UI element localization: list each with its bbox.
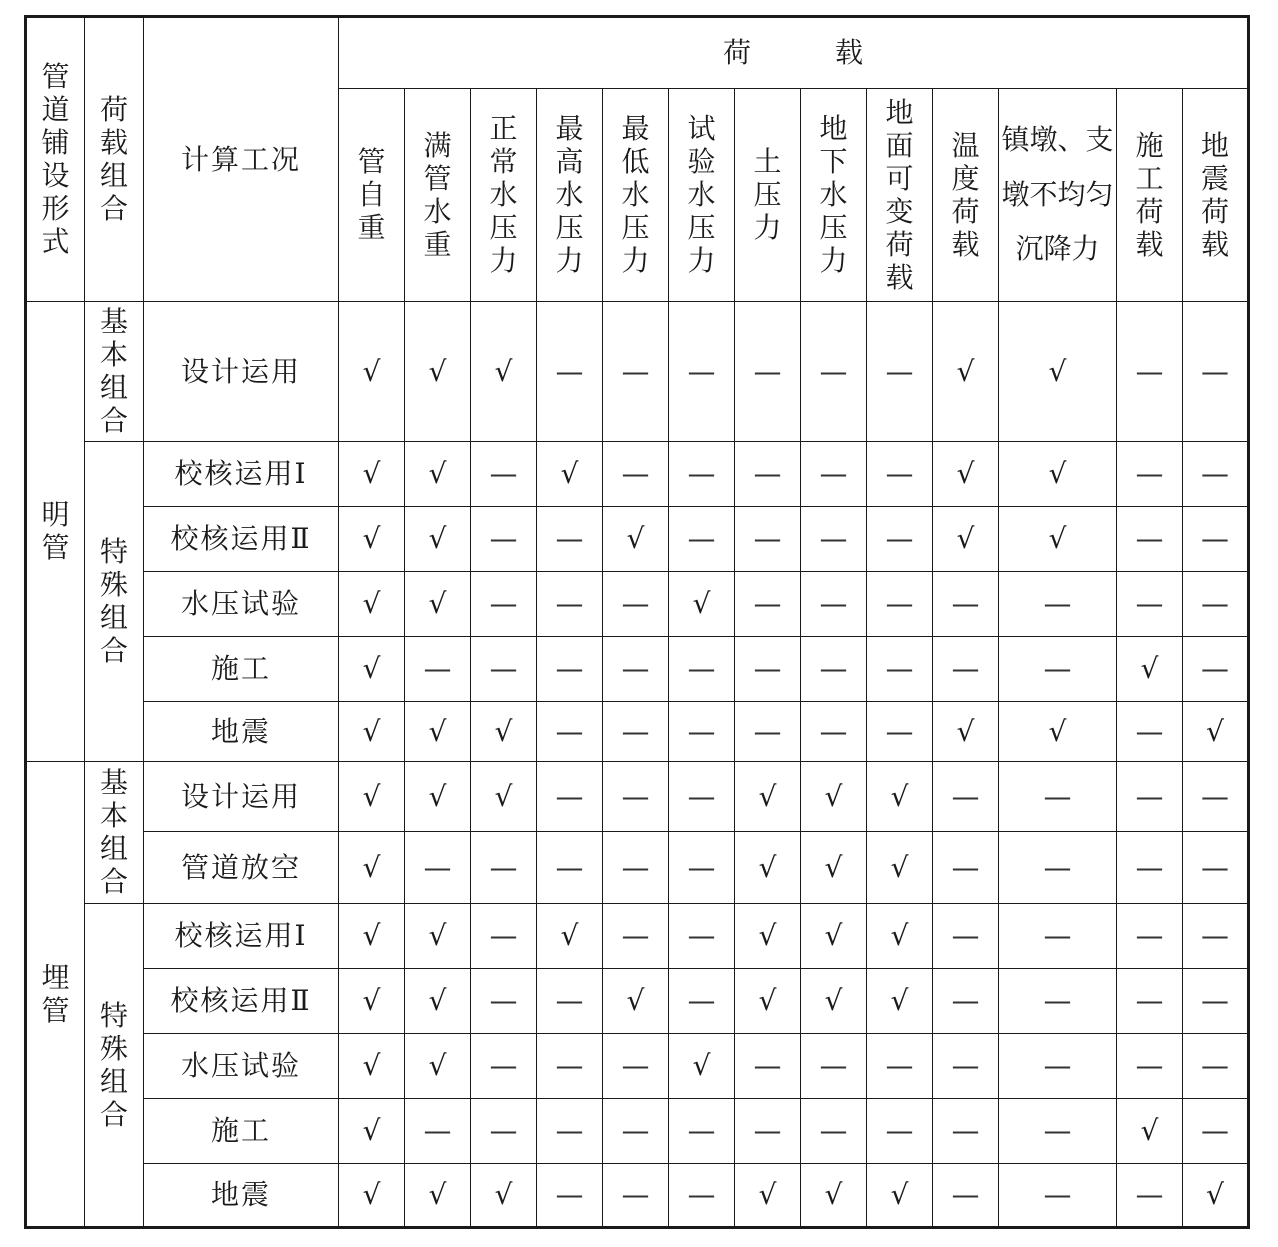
dash-mark: — xyxy=(669,832,735,904)
dash-mark: — xyxy=(471,507,537,572)
check-mark: √ xyxy=(801,832,867,904)
check-mark: √ xyxy=(867,969,933,1034)
header-load-7: 地下水压力 xyxy=(801,89,867,302)
condition-cell: 地震 xyxy=(144,1164,339,1228)
dash-mark: — xyxy=(537,969,603,1034)
check-mark: √ xyxy=(933,702,999,762)
dash-mark: — xyxy=(999,762,1117,832)
dash-mark: — xyxy=(735,442,801,507)
dash-mark: — xyxy=(735,637,801,702)
dash-mark: — xyxy=(603,637,669,702)
dash-mark: — xyxy=(471,969,537,1034)
check-mark: √ xyxy=(1183,1164,1249,1228)
dash-mark: — xyxy=(801,507,867,572)
dash-mark: — xyxy=(735,572,801,637)
dash-mark: — xyxy=(1183,442,1249,507)
dash-mark: — xyxy=(1117,702,1183,762)
table-row xyxy=(26,302,1249,442)
header-condition: 计算工况 xyxy=(144,17,339,302)
dash-mark: — xyxy=(471,1034,537,1099)
dash-mark: — xyxy=(933,969,999,1034)
combo-cell: 特殊组合 xyxy=(85,442,144,762)
dash-mark: — xyxy=(537,1099,603,1164)
combo-cell: 基本组合 xyxy=(85,302,144,442)
dash-mark: — xyxy=(999,637,1117,702)
dash-mark: — xyxy=(1117,1034,1183,1099)
dash-mark: — xyxy=(867,1034,933,1099)
dash-mark: — xyxy=(603,1034,669,1099)
dash-mark: — xyxy=(1183,572,1249,637)
check-mark: √ xyxy=(735,904,801,969)
dash-mark: — xyxy=(867,507,933,572)
dash-mark: — xyxy=(405,832,471,904)
header-load-3: 最高水压力 xyxy=(537,89,603,302)
dash-mark: — xyxy=(471,637,537,702)
header-load-12: 地震荷载 xyxy=(1183,89,1249,302)
dash-mark: — xyxy=(735,1099,801,1164)
dash-mark: — xyxy=(735,702,801,762)
dash-mark: — xyxy=(669,637,735,702)
dash-mark: — xyxy=(471,1099,537,1164)
check-mark: √ xyxy=(867,1164,933,1228)
dash-mark: — xyxy=(1183,904,1249,969)
dash-mark: — xyxy=(603,832,669,904)
check-mark: √ xyxy=(339,702,405,762)
check-mark: √ xyxy=(405,572,471,637)
header-load-4: 最低水压力 xyxy=(603,89,669,302)
check-mark: √ xyxy=(405,1164,471,1228)
dash-mark: — xyxy=(603,762,669,832)
header-combo: 荷载组合 xyxy=(85,17,144,302)
dash-mark: — xyxy=(735,507,801,572)
check-mark: √ xyxy=(339,832,405,904)
dash-mark: — xyxy=(1183,762,1249,832)
check-mark: √ xyxy=(933,442,999,507)
table-row xyxy=(26,572,1249,637)
dash-mark: — xyxy=(1117,302,1183,442)
layout-cell: 明管 xyxy=(26,302,85,762)
check-mark: √ xyxy=(801,969,867,1034)
check-mark: √ xyxy=(669,1034,735,1099)
check-mark: √ xyxy=(339,507,405,572)
condition-cell: 水压试验 xyxy=(144,1034,339,1099)
dash-mark: — xyxy=(801,637,867,702)
table-row xyxy=(26,1034,1249,1099)
table-row xyxy=(26,904,1249,969)
dash-mark: — xyxy=(669,507,735,572)
check-mark: √ xyxy=(339,302,405,442)
condition-cell: 校核运用Ⅱ xyxy=(144,969,339,1034)
dash-mark: — xyxy=(603,302,669,442)
check-mark: √ xyxy=(405,442,471,507)
dash-mark: — xyxy=(867,702,933,762)
check-mark: √ xyxy=(405,702,471,762)
dash-mark: — xyxy=(1117,1164,1183,1228)
dash-mark: — xyxy=(867,572,933,637)
condition-cell: 管道放空 xyxy=(144,832,339,904)
dash-mark: — xyxy=(669,969,735,1034)
check-mark: √ xyxy=(1183,702,1249,762)
dash-mark: — xyxy=(537,832,603,904)
header-load-5: 试验水压力 xyxy=(669,89,735,302)
check-mark: √ xyxy=(801,1164,867,1228)
check-mark: √ xyxy=(933,507,999,572)
check-mark: √ xyxy=(405,507,471,572)
check-mark: √ xyxy=(999,302,1117,442)
dash-mark: — xyxy=(537,302,603,442)
dash-mark: — xyxy=(1183,1034,1249,1099)
dash-mark: — xyxy=(801,702,867,762)
condition-cell: 校核运用Ⅰ xyxy=(144,442,339,507)
dash-mark: — xyxy=(669,1164,735,1228)
check-mark: √ xyxy=(405,762,471,832)
dash-mark: — xyxy=(537,507,603,572)
check-mark: √ xyxy=(339,969,405,1034)
dash-mark: — xyxy=(999,1099,1117,1164)
header-load-1: 满管水重 xyxy=(405,89,471,302)
dash-mark: — xyxy=(735,1034,801,1099)
load-combination-table xyxy=(24,15,1250,1229)
dash-mark: — xyxy=(603,702,669,762)
check-mark: √ xyxy=(867,762,933,832)
dash-mark: — xyxy=(471,572,537,637)
table-row xyxy=(26,762,1249,832)
check-mark: √ xyxy=(735,969,801,1034)
combo-cell: 特殊组合 xyxy=(85,904,144,1228)
dash-mark: — xyxy=(1183,637,1249,702)
dash-mark: — xyxy=(1117,969,1183,1034)
dash-mark: — xyxy=(669,904,735,969)
dash-mark: — xyxy=(405,1099,471,1164)
dash-mark: — xyxy=(1183,969,1249,1034)
dash-mark: — xyxy=(1117,904,1183,969)
table-row xyxy=(26,442,1249,507)
dash-mark: — xyxy=(867,302,933,442)
dash-mark: — xyxy=(471,442,537,507)
combo-cell: 基本组合 xyxy=(85,762,144,904)
check-mark: √ xyxy=(405,904,471,969)
dash-mark: — xyxy=(933,637,999,702)
check-mark: √ xyxy=(669,572,735,637)
condition-cell: 地震 xyxy=(144,702,339,762)
layout-cell: 埋管 xyxy=(26,762,85,1228)
check-mark: √ xyxy=(735,1164,801,1228)
dash-mark: — xyxy=(1183,1099,1249,1164)
dash-mark: — xyxy=(801,302,867,442)
check-mark: √ xyxy=(405,302,471,442)
condition-cell: 设计运用 xyxy=(144,762,339,832)
dash-mark: — xyxy=(933,1034,999,1099)
dash-mark: — xyxy=(669,302,735,442)
check-mark: √ xyxy=(405,1034,471,1099)
header-load-11: 施工荷载 xyxy=(1117,89,1183,302)
dash-mark: — xyxy=(933,572,999,637)
dash-mark: — xyxy=(1183,507,1249,572)
dash-mark: — xyxy=(999,1034,1117,1099)
check-mark: √ xyxy=(537,442,603,507)
dash-mark: — xyxy=(603,904,669,969)
check-mark: √ xyxy=(471,1164,537,1228)
check-mark: √ xyxy=(339,1034,405,1099)
check-mark: √ xyxy=(933,302,999,442)
header-layout: 管道铺设形式 xyxy=(26,17,85,302)
header-load-6: 土压力 xyxy=(735,89,801,302)
dash-mark: — xyxy=(537,762,603,832)
check-mark: √ xyxy=(339,1164,405,1228)
dash-mark: — xyxy=(735,302,801,442)
condition-cell: 校核运用Ⅰ xyxy=(144,904,339,969)
check-mark: √ xyxy=(735,762,801,832)
dash-mark: — xyxy=(999,904,1117,969)
check-mark: √ xyxy=(603,969,669,1034)
dash-mark: — xyxy=(867,442,933,507)
condition-cell: 施工 xyxy=(144,1099,339,1164)
header-load-10: 镇墩、支墩不均匀沉降力 xyxy=(999,89,1117,302)
dash-mark: — xyxy=(933,762,999,832)
table-row xyxy=(26,832,1249,904)
dash-mark: — xyxy=(999,832,1117,904)
header-load-0: 管自重 xyxy=(339,89,405,302)
dash-mark: — xyxy=(1183,832,1249,904)
dash-mark: — xyxy=(537,572,603,637)
dash-mark: — xyxy=(1117,762,1183,832)
check-mark: √ xyxy=(1117,1099,1183,1164)
header-load-2: 正常水压力 xyxy=(471,89,537,302)
dash-mark: — xyxy=(537,1164,603,1228)
check-mark: √ xyxy=(471,702,537,762)
check-mark: √ xyxy=(339,904,405,969)
dash-mark: — xyxy=(933,1164,999,1228)
check-mark: √ xyxy=(1117,637,1183,702)
condition-cell: 施工 xyxy=(144,637,339,702)
dash-mark: — xyxy=(1117,442,1183,507)
check-mark: √ xyxy=(339,1099,405,1164)
dash-mark: — xyxy=(603,1164,669,1228)
dash-mark: — xyxy=(801,572,867,637)
header-load-9: 温度荷载 xyxy=(933,89,999,302)
check-mark: √ xyxy=(735,832,801,904)
dash-mark: — xyxy=(405,637,471,702)
dash-mark: — xyxy=(999,572,1117,637)
check-mark: √ xyxy=(537,904,603,969)
check-mark: √ xyxy=(999,442,1117,507)
dash-mark: — xyxy=(669,762,735,832)
dash-mark: — xyxy=(867,637,933,702)
dash-mark: — xyxy=(471,904,537,969)
dash-mark: — xyxy=(933,904,999,969)
table-row xyxy=(26,1099,1249,1164)
table-row xyxy=(26,969,1249,1034)
dash-mark: — xyxy=(537,637,603,702)
table-row xyxy=(26,637,1249,702)
check-mark: √ xyxy=(405,969,471,1034)
dash-mark: — xyxy=(933,1099,999,1164)
dash-mark: — xyxy=(1183,302,1249,442)
dash-mark: — xyxy=(801,442,867,507)
check-mark: √ xyxy=(867,904,933,969)
check-mark: √ xyxy=(603,507,669,572)
dash-mark: — xyxy=(999,969,1117,1034)
check-mark: √ xyxy=(999,702,1117,762)
check-mark: √ xyxy=(999,507,1117,572)
check-mark: √ xyxy=(471,762,537,832)
table-row xyxy=(26,1164,1249,1228)
check-mark: √ xyxy=(339,442,405,507)
dash-mark: — xyxy=(999,1164,1117,1228)
check-mark: √ xyxy=(339,572,405,637)
condition-cell: 设计运用 xyxy=(144,302,339,442)
check-mark: √ xyxy=(339,762,405,832)
dash-mark: — xyxy=(867,1099,933,1164)
table-row xyxy=(26,507,1249,572)
dash-mark: — xyxy=(801,1099,867,1164)
check-mark: √ xyxy=(867,832,933,904)
condition-cell: 校核运用Ⅱ xyxy=(144,507,339,572)
dash-mark: — xyxy=(537,1034,603,1099)
check-mark: √ xyxy=(339,637,405,702)
check-mark: √ xyxy=(471,302,537,442)
dash-mark: — xyxy=(603,572,669,637)
dash-mark: — xyxy=(537,702,603,762)
header-load-8: 地面可变荷载 xyxy=(867,89,933,302)
dash-mark: — xyxy=(669,702,735,762)
dash-mark: — xyxy=(1117,832,1183,904)
dash-mark: — xyxy=(603,1099,669,1164)
dash-mark: — xyxy=(1117,572,1183,637)
dash-mark: — xyxy=(801,1034,867,1099)
dash-mark: — xyxy=(603,442,669,507)
header-load-group: 荷 载 xyxy=(339,17,1249,89)
check-mark: √ xyxy=(801,762,867,832)
table-row xyxy=(26,702,1249,762)
dash-mark: — xyxy=(471,832,537,904)
check-mark: √ xyxy=(801,904,867,969)
dash-mark: — xyxy=(1117,507,1183,572)
dash-mark: — xyxy=(669,442,735,507)
condition-cell: 水压试验 xyxy=(144,572,339,637)
dash-mark: — xyxy=(933,832,999,904)
dash-mark: — xyxy=(669,1099,735,1164)
